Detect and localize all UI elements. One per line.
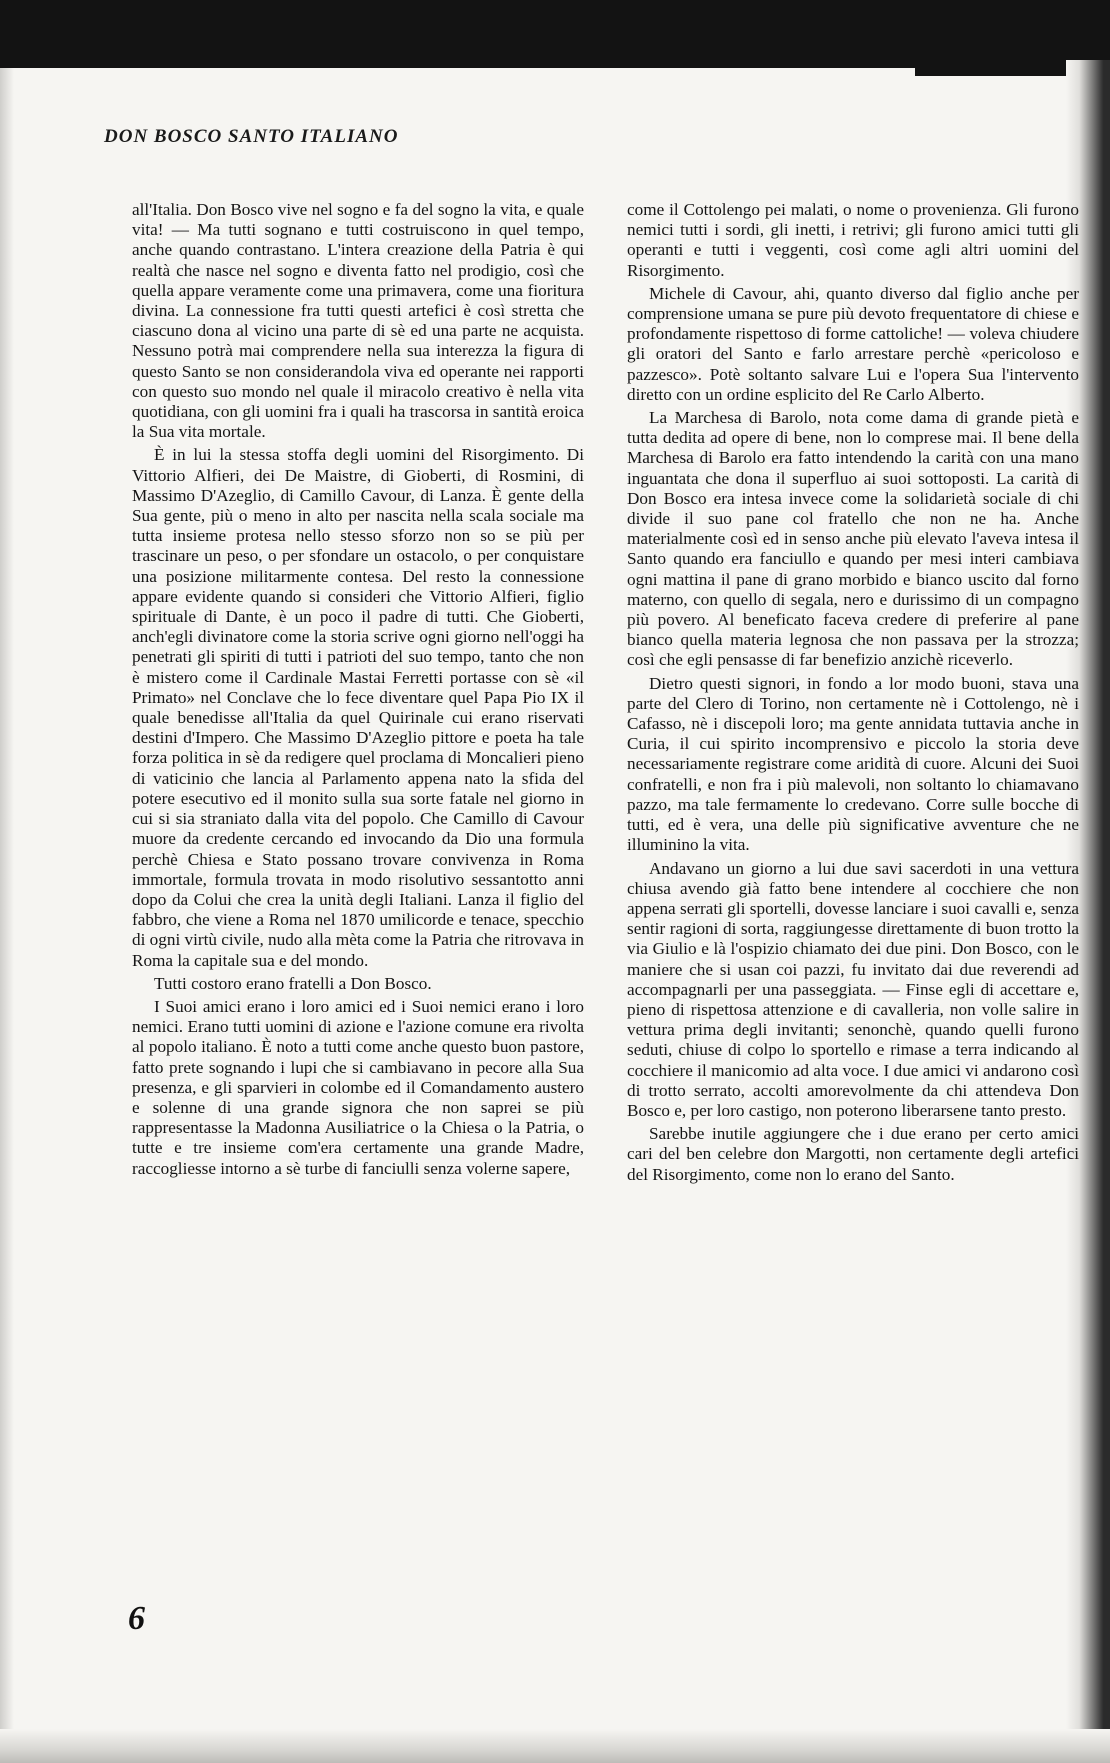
paragraph: Andavano un giorno a lui due savi sacerdoti in una vettura chiusa avendo già fatto bene intendere al cocchiere che non appena serrati gli sportelli, dovesse lanciare i suoi cavalli e, senza sentir ragioni di sorta, raggiungesse direttamente di buon trotto la via Giulio e là l'ospizio chiamato dei due pini. Don Bosco, con le maniere che si usan coi pazzi, fu invitato dai due reverendi ad accompagnarli per una passeggiata. — Finse egli di accettare e, pieno di rispettosa attenzione e di cavalleria, non volle salire in vettura prima degli invitanti; senonchè, quando quelli furono seduti, chiuse di colpo lo sportello e rimase a terra indicando al cocchiere il manicomio ad alta voce. I due amici vi andarono così di trotto serrato, accolti amorevolmente da chi attendeva Don Bosco e, per loro castigo, non poterono liberarsene tanto presto. — [627, 858, 1079, 1120]
right-column — [627, 200, 1079, 1185]
paragraph: È in lui la stessa stoffa degli uomini del Risorgimento. Di Vittorio Alfieri, dei De Maistre, di Gioberti, di Rosmini, di Massimo D'Azeglio, di Camillo Cavour, di Lanza. È gente della Sua gente, più o meno in alto per nascita nella scala sociale ma tutta insieme protesa nello stesso sforzo non so se più per trascinare un peso, o per sfondare un ostacolo, o per conquistare una posizione militarmente contesa. Del resto la connessione appare evidente quando si consideri che Vittorio Alfieri, figlio spirituale di Dante, è un poco il padre di tutti. Che Gioberti, anch'egli divinatore come la storia scrive ogni giorno nell'oggi ha penetrati gli spiriti di tutti i patrioti del suo tempo, tanto che non è mistero come il Cardinale Mastai Ferretti portasse con sè «il Primato» nel Conclave che lo fece diventare quel Papa Pio IX il quale benedisse all'Italia da quel Quirinale cui erano riservati destini d'Impero. Che Massimo D'Azeglio pittore e poeta ha tale forza politica in sè da redigere quel proclama di Moncalieri pieno di vaticinio che lancia al Parlamento appena nato la sfida del potere esecutivo ed il monito sulla sua sorte fatale nel giorno in cui si sia straniato dalla vita del popolo. Che Camillo di Cavour muore da credente cercando ed invocando da Dio una formula perchè Chiesa e Stato possano trovare convivenza in Roma immortale, formula trovata in modo risolutivo sessantotto anni dopo da Colui che crea la unità degli Italiani. Lanza il figlio del fabbro, che viene a Roma nel 1870 umilicorde e tenace, specchio di ogni virtù civile, nudo alla mèta come la Patria che ritrovava in Roma la capitale sua e del mondo. — [132, 445, 584, 970]
left-column — [132, 200, 584, 1179]
paragraph: Tutti costoro erano fratelli a Don Bosco. — [154, 973, 432, 993]
paragraph: La Marchesa di Barolo, nota come dama di grande pietà e tutta dedita ad opere di bene, non lo comprese mai. Il bene della Marchesa di Barolo era fatto intendendo la carità con una mano inguantata che dona il superfluo ai suoi sottoposti. La carità di Don Bosco era intesa invece come la solidarietà sociale di chi divide il suo pane col fratello che non ne ha. Anche materialmente così ed in senso anche più elevato l'aveva intesa il Santo quando era fanciullo e quando per mesi interi cambiava ogni mattina il pane di grano morbido e bianco uscito dal forno materno, con quello di segala, nero e durissimo di un compagno più povero. Al beneficato faceva credere di preferire al pane bianco quella materia legnosa che non passava per la strozza; così che egli pensasse di far benefizio anzichè riceverlo. — [627, 408, 1079, 670]
paragraph: I Suoi amici erano i loro amici ed i Suoi nemici erano i loro nemici. Erano tutti uomini di azione e l'azione comune era rivolta al popolo italiano. È noto a tutti come anche questo buon pastore, fatto prete sognando i lupi che si cambiavano in pecore alla Sua presenza, e gli sparvieri in colombe ed il Comandamento austero e solenne di una grande signora che non saprei se più rappresentasse la Madonna Ausiliatrice o la Chiesa o la Patria, o tutte e tre insieme com'era certamente una grande Madre, raccogliesse intorno a sè turbe di fanciulli senza volerne sapere, — [132, 996, 584, 1178]
paragraph: all'Italia. Don Bosco vive nel sogno e fa del sogno la vita, e quale vita! — Ma tutti sognano e tutti costruiscono in quel tempo, anche quando contrastano. L'intera creazione della Patria è qui realtà che nasce nel sogno e diventa fatto nel prodigio, così che quella appare veramente come una primavera, come una fioritura divina. La connessione fra tutti questi artefici è così stretta che ciascuno dona al vicino una parte di sè ed una parte ne acquista. Nessuno potrà mai comprendere nella sua interezza la figura di questo Santo se non considerandola viva ed operante nei rapporti con questo suo mondo nel quale il miracolo creativo è nella vita quotidiana, con gli uomini fra i quali ha trascorsa in santità eroica la Sua vita mortale. — [132, 200, 584, 442]
paragraph: Dietro questi signori, in fondo a lor modo buoni, stava una parte del Clero di Torino, non certamente nè i Cottolengo, nè i Cafasso, nè i discepoli loro; ma gente annidata tuttavia anche in Curia, il cui spirito incomprensivo e piccolo la storia deve necessariamente registrare come aridità di cuore. Alcuni dei Suoi confratelli, e non fra i più malevoli, non soltanto lo chiamavano pazzo, ma tale fermamente lo credevano. Corre sulle bocche di tutti, ed è vera, una delle più significative avventure che ne illuminino la vita. — [627, 673, 1079, 855]
running-head: DON BOSCO SANTO ITALIANO — [104, 126, 399, 147]
page-number: 6 — [128, 1600, 145, 1637]
paragraph: come il Cottolengo pei malati, o nome o provenienza. Gli furono nemici tutti i sordi, gli inetti, i retrivi; gli furono amici tutti gli operanti e tutti i veggenti, così come agli altri uomini del Risorgimento. — [627, 200, 1079, 280]
scan-bottom-edge — [0, 1729, 1110, 1763]
scan-left-shadow — [0, 68, 14, 1763]
paragraph: Sarebbe inutile aggiungere che i due erano per certo amici cari del ben celebre don Margotti, non certamente degli artefici del Risorgimento, come non lo erano del Santo. — [627, 1124, 1079, 1184]
paragraph: Michele di Cavour, ahi, quanto diverso dal figlio anche per comprensione umana se pure più devoto frequentatore di chiese e profondamente rispettoso di forme cattoliche! — voleva chiudere gli oratori del Santo e farlo arrestare perchè «pericoloso e pazzesco». Potè soltanto salvare Lui e l'opera Sua l'intervento diretto con un ordine esplicito del Re Carlo Alberto. — [627, 283, 1079, 404]
